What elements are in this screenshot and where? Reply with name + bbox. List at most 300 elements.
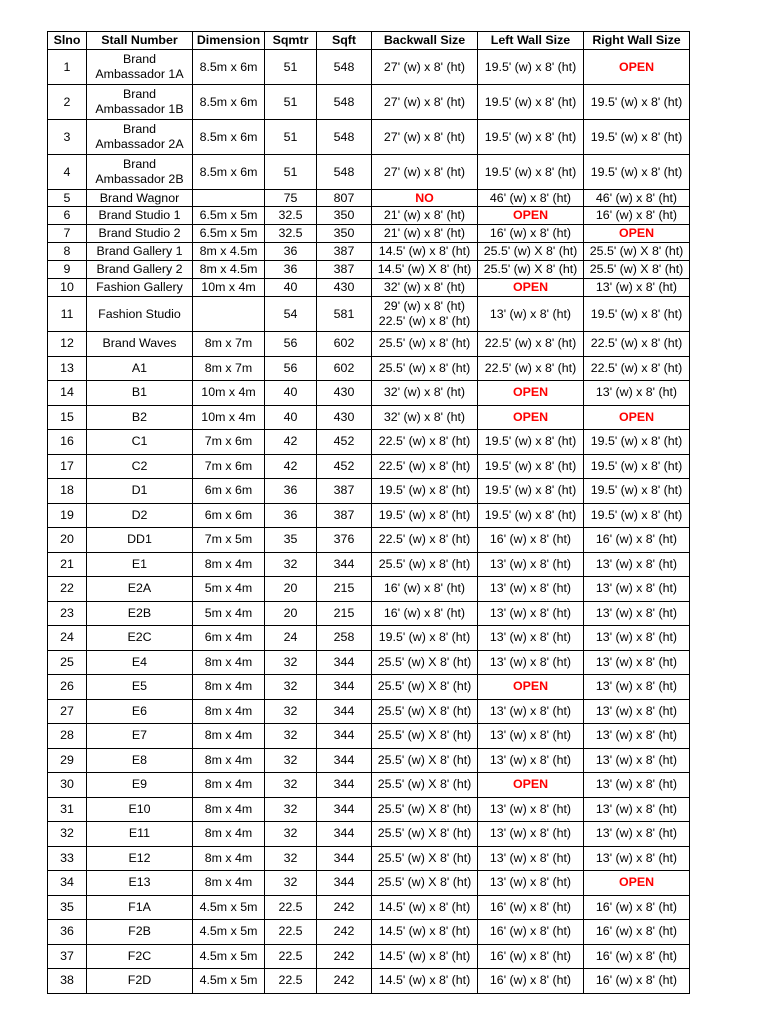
dimension-cell: 8m x 4m (193, 748, 265, 773)
right-wall-size-cell: 16' (w) x 8' (ht) (584, 207, 690, 225)
backwall-size-cell: 25.5' (w) X 8' (ht) (372, 699, 478, 724)
slno-cell: 8 (48, 243, 87, 261)
table-row (48, 297, 690, 332)
backwall-size-cell: 25.5' (w) X 8' (ht) (372, 748, 478, 773)
dimension-cell: 5m x 4m (193, 577, 265, 602)
stall-number-cell: Brand Ambassador 2B (87, 155, 193, 190)
slno-cell: 5 (48, 190, 87, 207)
stall-number-cell: E4 (87, 650, 193, 675)
backwall-size-cell: 25.5' (w) X 8' (ht) (372, 773, 478, 798)
backwall-size-cell: 22.5' (w) x 8' (ht) (372, 430, 478, 455)
slno-cell: 36 (48, 920, 87, 945)
sqft-cell: 215 (317, 601, 372, 626)
sqmtr-cell: 36 (265, 243, 317, 261)
right-wall-size-cell: 13' (w) x 8' (ht) (584, 699, 690, 724)
dimension-cell: 8.5m x 6m (193, 85, 265, 120)
left-wall-size-cell: 22.5' (w) x 8' (ht) (478, 356, 584, 381)
right-wall-size-cell: 13' (w) x 8' (ht) (584, 846, 690, 871)
left-wall-size-cell: 13' (w) x 8' (ht) (478, 626, 584, 651)
sqft-cell: 602 (317, 332, 372, 357)
header-sqmtr: Sqmtr (265, 32, 317, 50)
slno-cell: 10 (48, 279, 87, 297)
stall-number-cell: F2D (87, 969, 193, 994)
dimension-cell: 10m x 4m (193, 381, 265, 406)
left-wall-size-cell: 16' (w) x 8' (ht) (478, 225, 584, 243)
sqmtr-cell: 32.5 (265, 207, 317, 225)
sqmtr-cell: 22.5 (265, 920, 317, 945)
right-wall-size-cell: 16' (w) x 8' (ht) (584, 895, 690, 920)
sqft-cell: 387 (317, 503, 372, 528)
slno-cell: 37 (48, 944, 87, 969)
dimension-cell: 6.5m x 5m (193, 207, 265, 225)
sqmtr-cell: 36 (265, 479, 317, 504)
dimension-cell: 8m x 4m (193, 797, 265, 822)
table-row (48, 479, 690, 504)
slno-cell: 29 (48, 748, 87, 773)
sqft-cell: 581 (317, 297, 372, 332)
sqmtr-cell: 32 (265, 846, 317, 871)
left-wall-size-cell: 19.5' (w) x 8' (ht) (478, 503, 584, 528)
dimension-cell: 8m x 4m (193, 773, 265, 798)
sqmtr-cell: 32 (265, 675, 317, 700)
header-backwall-size: Backwall Size (372, 32, 478, 50)
sqft-cell: 344 (317, 822, 372, 847)
table-row (48, 356, 690, 381)
right-wall-size-cell: 13' (w) x 8' (ht) (584, 822, 690, 847)
slno-cell: 24 (48, 626, 87, 651)
stall-number-cell: Brand Waves (87, 332, 193, 357)
table-row (48, 85, 690, 120)
sqft-cell: 344 (317, 748, 372, 773)
sqmtr-cell: 56 (265, 332, 317, 357)
backwall-size-cell: 25.5' (w) x 8' (ht) (372, 356, 478, 381)
right-wall-size-cell: 19.5' (w) x 8' (ht) (584, 454, 690, 479)
sqft-cell: 350 (317, 207, 372, 225)
sqft-cell: 344 (317, 797, 372, 822)
dimension-cell: 4.5m x 5m (193, 969, 265, 994)
table-row (48, 871, 690, 896)
dimension-cell: 4.5m x 5m (193, 944, 265, 969)
slno-cell: 33 (48, 846, 87, 871)
sqmtr-cell: 40 (265, 279, 317, 297)
stall-number-cell: Brand Wagnor (87, 190, 193, 207)
backwall-size-cell: 27' (w) x 8' (ht) (372, 85, 478, 120)
left-wall-size-cell: 13' (w) x 8' (ht) (478, 724, 584, 749)
table-body (48, 50, 690, 994)
sqmtr-cell: 32 (265, 748, 317, 773)
backwall-size-cell: 27' (w) x 8' (ht) (372, 120, 478, 155)
left-wall-size-cell: 13' (w) x 8' (ht) (478, 748, 584, 773)
sqmtr-cell: 36 (265, 503, 317, 528)
left-wall-size-cell: 13' (w) x 8' (ht) (478, 822, 584, 847)
slno-cell: 3 (48, 120, 87, 155)
sqmtr-cell: 22.5 (265, 895, 317, 920)
sqft-cell: 344 (317, 871, 372, 896)
dimension-cell: 4.5m x 5m (193, 920, 265, 945)
slno-cell: 30 (48, 773, 87, 798)
right-wall-size-cell: 22.5' (w) x 8' (ht) (584, 332, 690, 357)
right-wall-size-cell: 22.5' (w) x 8' (ht) (584, 356, 690, 381)
table-row (48, 552, 690, 577)
left-wall-size-cell: 19.5' (w) x 8' (ht) (478, 50, 584, 85)
sqft-cell: 602 (317, 356, 372, 381)
left-wall-size-cell: 16' (w) x 8' (ht) (478, 944, 584, 969)
right-wall-size-cell: 25.5' (w) X 8' (ht) (584, 261, 690, 279)
left-wall-size-cell: 19.5' (w) x 8' (ht) (478, 155, 584, 190)
backwall-size-cell: 14.5' (w) x 8' (ht) (372, 243, 478, 261)
sqmtr-cell: 35 (265, 528, 317, 553)
dimension-cell: 8.5m x 6m (193, 155, 265, 190)
table-row (48, 773, 690, 798)
dimension-cell: 8m x 4.5m (193, 261, 265, 279)
dimension-cell: 5m x 4m (193, 601, 265, 626)
sqmtr-cell: 51 (265, 50, 317, 85)
table-row (48, 120, 690, 155)
table-row (48, 225, 690, 243)
backwall-size-cell: 14.5' (w) x 8' (ht) (372, 895, 478, 920)
slno-cell: 9 (48, 261, 87, 279)
dimension-cell: 7m x 6m (193, 430, 265, 455)
left-wall-size-cell: OPEN (478, 207, 584, 225)
stall-number-cell: Brand Ambassador 2A (87, 120, 193, 155)
sqmtr-cell: 51 (265, 155, 317, 190)
sqft-cell: 430 (317, 279, 372, 297)
sqmtr-cell: 32 (265, 773, 317, 798)
backwall-size-cell: 25.5' (w) X 8' (ht) (372, 797, 478, 822)
sqft-cell: 430 (317, 381, 372, 406)
backwall-size-cell: 19.5' (w) x 8' (ht) (372, 626, 478, 651)
sqft-cell: 344 (317, 552, 372, 577)
dimension-cell: 8m x 4m (193, 871, 265, 896)
table-row (48, 601, 690, 626)
sqft-cell: 344 (317, 773, 372, 798)
right-wall-size-cell: 16' (w) x 8' (ht) (584, 944, 690, 969)
slno-cell: 31 (48, 797, 87, 822)
sqmtr-cell: 32 (265, 822, 317, 847)
stall-number-cell: D2 (87, 503, 193, 528)
backwall-size-cell: 25.5' (w) X 8' (ht) (372, 822, 478, 847)
backwall-size-cell: 22.5' (w) x 8' (ht) (372, 454, 478, 479)
sqft-cell: 387 (317, 261, 372, 279)
dimension-cell: 6m x 6m (193, 479, 265, 504)
slno-cell: 15 (48, 405, 87, 430)
header-slno: Slno (48, 32, 87, 50)
sqft-cell: 548 (317, 85, 372, 120)
slno-cell: 11 (48, 297, 87, 332)
left-wall-size-cell: OPEN (478, 773, 584, 798)
dimension-cell: 10m x 4m (193, 279, 265, 297)
sqmtr-cell: 32 (265, 699, 317, 724)
table-row (48, 724, 690, 749)
stall-number-cell: B1 (87, 381, 193, 406)
slno-cell: 26 (48, 675, 87, 700)
table-row (48, 207, 690, 225)
dimension-cell: 6m x 4m (193, 626, 265, 651)
sqmtr-cell: 42 (265, 454, 317, 479)
slno-cell: 21 (48, 552, 87, 577)
right-wall-size-cell: 25.5' (w) X 8' (ht) (584, 243, 690, 261)
slno-cell: 18 (48, 479, 87, 504)
slno-cell: 6 (48, 207, 87, 225)
left-wall-size-cell: OPEN (478, 381, 584, 406)
sqft-cell: 242 (317, 969, 372, 994)
sqft-cell: 807 (317, 190, 372, 207)
table-row (48, 50, 690, 85)
stall-number-cell: Brand Ambassador 1A (87, 50, 193, 85)
table-row (48, 155, 690, 190)
table-row (48, 650, 690, 675)
sqmtr-cell: 32 (265, 797, 317, 822)
sqmtr-cell: 54 (265, 297, 317, 332)
backwall-size-cell: 25.5' (w) x 8' (ht) (372, 552, 478, 577)
dimension-cell: 7m x 6m (193, 454, 265, 479)
header-row (48, 32, 690, 50)
right-wall-size-cell: 13' (w) x 8' (ht) (584, 650, 690, 675)
sqmtr-cell: 75 (265, 190, 317, 207)
slno-cell: 7 (48, 225, 87, 243)
slno-cell: 16 (48, 430, 87, 455)
sqft-cell: 242 (317, 944, 372, 969)
right-wall-size-cell: OPEN (584, 50, 690, 85)
sqft-cell: 452 (317, 454, 372, 479)
header-dimension: Dimension (193, 32, 265, 50)
backwall-size-cell: 29' (w) x 8' (ht) 22.5' (w) x 8' (ht) (372, 297, 478, 332)
table-row (48, 626, 690, 651)
header-left-wall-size: Left Wall Size (478, 32, 584, 50)
left-wall-size-cell: 13' (w) x 8' (ht) (478, 577, 584, 602)
right-wall-size-cell: 19.5' (w) x 8' (ht) (584, 120, 690, 155)
right-wall-size-cell: 13' (w) x 8' (ht) (584, 381, 690, 406)
left-wall-size-cell: 19.5' (w) x 8' (ht) (478, 454, 584, 479)
dimension-cell: 8.5m x 6m (193, 50, 265, 85)
slno-cell: 23 (48, 601, 87, 626)
dimension-cell: 8m x 4m (193, 650, 265, 675)
right-wall-size-cell: 13' (w) x 8' (ht) (584, 626, 690, 651)
right-wall-size-cell: 19.5' (w) x 8' (ht) (584, 297, 690, 332)
slno-cell: 35 (48, 895, 87, 920)
dimension-cell: 7m x 5m (193, 528, 265, 553)
dimension-cell (193, 297, 265, 332)
dimension-cell: 8m x 4m (193, 675, 265, 700)
sqft-cell: 242 (317, 920, 372, 945)
sqmtr-cell: 56 (265, 356, 317, 381)
right-wall-size-cell: 13' (w) x 8' (ht) (584, 675, 690, 700)
table-row (48, 920, 690, 945)
slno-cell: 25 (48, 650, 87, 675)
dimension-cell (193, 190, 265, 207)
right-wall-size-cell: OPEN (584, 405, 690, 430)
backwall-size-cell: 14.5' (w) x 8' (ht) (372, 969, 478, 994)
backwall-size-cell: 19.5' (w) x 8' (ht) (372, 479, 478, 504)
slno-cell: 38 (48, 969, 87, 994)
header-sqft: Sqft (317, 32, 372, 50)
backwall-size-cell: NO (372, 190, 478, 207)
slno-cell: 1 (48, 50, 87, 85)
dimension-cell: 8m x 4.5m (193, 243, 265, 261)
stall-number-cell: Fashion Studio (87, 297, 193, 332)
right-wall-size-cell: OPEN (584, 871, 690, 896)
slno-cell: 2 (48, 85, 87, 120)
right-wall-size-cell: 46' (w) x 8' (ht) (584, 190, 690, 207)
sqmtr-cell: 51 (265, 120, 317, 155)
sqmtr-cell: 22.5 (265, 969, 317, 994)
right-wall-size-cell: 16' (w) x 8' (ht) (584, 969, 690, 994)
backwall-size-cell: 14.5' (w) X 8' (ht) (372, 261, 478, 279)
stall-number-cell: F1A (87, 895, 193, 920)
left-wall-size-cell: 46' (w) x 8' (ht) (478, 190, 584, 207)
left-wall-size-cell: 13' (w) x 8' (ht) (478, 699, 584, 724)
left-wall-size-cell: 13' (w) x 8' (ht) (478, 601, 584, 626)
backwall-size-cell: 25.5' (w) X 8' (ht) (372, 650, 478, 675)
table-row (48, 405, 690, 430)
table-row (48, 944, 690, 969)
stall-number-cell: E6 (87, 699, 193, 724)
sqmtr-cell: 32 (265, 724, 317, 749)
stall-number-cell: Brand Gallery 1 (87, 243, 193, 261)
table-row (48, 190, 690, 207)
right-wall-size-cell: 13' (w) x 8' (ht) (584, 748, 690, 773)
stall-number-cell: Brand Studio 1 (87, 207, 193, 225)
stall-number-cell: E8 (87, 748, 193, 773)
slno-cell: 27 (48, 699, 87, 724)
left-wall-size-cell: 25.5' (w) X 8' (ht) (478, 261, 584, 279)
left-wall-size-cell: 16' (w) x 8' (ht) (478, 528, 584, 553)
table-row (48, 279, 690, 297)
table-row (48, 528, 690, 553)
right-wall-size-cell: 13' (w) x 8' (ht) (584, 552, 690, 577)
right-wall-size-cell: 16' (w) x 8' (ht) (584, 528, 690, 553)
backwall-size-cell: 27' (w) x 8' (ht) (372, 50, 478, 85)
left-wall-size-cell: OPEN (478, 675, 584, 700)
stall-number-cell: E2B (87, 601, 193, 626)
table-row (48, 243, 690, 261)
backwall-size-cell: 16' (w) x 8' (ht) (372, 577, 478, 602)
backwall-size-cell: 25.5' (w) x 8' (ht) (372, 332, 478, 357)
header-right-wall-size: Right Wall Size (584, 32, 690, 50)
right-wall-size-cell: 13' (w) x 8' (ht) (584, 577, 690, 602)
table-row (48, 381, 690, 406)
stall-number-cell: E13 (87, 871, 193, 896)
sqmtr-cell: 32.5 (265, 225, 317, 243)
sqmtr-cell: 32 (265, 650, 317, 675)
sqmtr-cell: 42 (265, 430, 317, 455)
sqmtr-cell: 40 (265, 405, 317, 430)
slno-cell: 14 (48, 381, 87, 406)
dimension-cell: 8m x 4m (193, 724, 265, 749)
backwall-size-cell: 25.5' (w) X 8' (ht) (372, 846, 478, 871)
slno-cell: 32 (48, 822, 87, 847)
dimension-cell: 8m x 7m (193, 332, 265, 357)
table-row (48, 846, 690, 871)
sqft-cell: 258 (317, 626, 372, 651)
sqmtr-cell: 40 (265, 381, 317, 406)
left-wall-size-cell: 13' (w) x 8' (ht) (478, 650, 584, 675)
header-stall-number: Stall Number (87, 32, 193, 50)
stall-number-cell: E9 (87, 773, 193, 798)
stall-number-cell: F2C (87, 944, 193, 969)
sqft-cell: 376 (317, 528, 372, 553)
dimension-cell: 10m x 4m (193, 405, 265, 430)
right-wall-size-cell: 19.5' (w) x 8' (ht) (584, 155, 690, 190)
stall-number-cell: E2C (87, 626, 193, 651)
left-wall-size-cell: 13' (w) x 8' (ht) (478, 797, 584, 822)
sqft-cell: 430 (317, 405, 372, 430)
table-row (48, 332, 690, 357)
slno-cell: 4 (48, 155, 87, 190)
table-row (48, 895, 690, 920)
sqmtr-cell: 36 (265, 261, 317, 279)
sqmtr-cell: 24 (265, 626, 317, 651)
left-wall-size-cell: 13' (w) x 8' (ht) (478, 871, 584, 896)
backwall-size-cell: 32' (w) x 8' (ht) (372, 381, 478, 406)
backwall-size-cell: 16' (w) x 8' (ht) (372, 601, 478, 626)
left-wall-size-cell: 22.5' (w) x 8' (ht) (478, 332, 584, 357)
stall-number-cell: E1 (87, 552, 193, 577)
right-wall-size-cell: 13' (w) x 8' (ht) (584, 724, 690, 749)
dimension-cell: 8.5m x 6m (193, 120, 265, 155)
stall-number-cell: E7 (87, 724, 193, 749)
backwall-size-cell: 22.5' (w) x 8' (ht) (372, 528, 478, 553)
backwall-size-cell: 25.5' (w) X 8' (ht) (372, 871, 478, 896)
table-row (48, 822, 690, 847)
sqft-cell: 452 (317, 430, 372, 455)
sqmtr-cell: 20 (265, 601, 317, 626)
stall-number-cell: F2B (87, 920, 193, 945)
dimension-cell: 8m x 4m (193, 552, 265, 577)
stall-number-cell: Brand Ambassador 1B (87, 85, 193, 120)
right-wall-size-cell: 19.5' (w) x 8' (ht) (584, 85, 690, 120)
right-wall-size-cell: 19.5' (w) x 8' (ht) (584, 503, 690, 528)
table-row (48, 675, 690, 700)
right-wall-size-cell: 13' (w) x 8' (ht) (584, 797, 690, 822)
dimension-cell: 6m x 6m (193, 503, 265, 528)
stall-number-cell: A1 (87, 356, 193, 381)
stall-number-cell: E11 (87, 822, 193, 847)
backwall-size-cell: 25.5' (w) X 8' (ht) (372, 675, 478, 700)
sqft-cell: 344 (317, 650, 372, 675)
stall-number-cell: Brand Studio 2 (87, 225, 193, 243)
dimension-cell: 8m x 4m (193, 846, 265, 871)
sqmtr-cell: 20 (265, 577, 317, 602)
sqft-cell: 242 (317, 895, 372, 920)
sqft-cell: 350 (317, 225, 372, 243)
left-wall-size-cell: 13' (w) x 8' (ht) (478, 297, 584, 332)
sqft-cell: 387 (317, 479, 372, 504)
backwall-size-cell: 14.5' (w) x 8' (ht) (372, 944, 478, 969)
stall-number-cell: E2A (87, 577, 193, 602)
stall-size-table (47, 31, 690, 994)
table-row (48, 699, 690, 724)
stall-number-cell: E10 (87, 797, 193, 822)
dimension-cell: 8m x 4m (193, 822, 265, 847)
stall-number-cell: C1 (87, 430, 193, 455)
stall-number-cell: E5 (87, 675, 193, 700)
stall-number-cell: C2 (87, 454, 193, 479)
sqft-cell: 344 (317, 675, 372, 700)
sqft-cell: 548 (317, 120, 372, 155)
backwall-size-cell: 32' (w) x 8' (ht) (372, 405, 478, 430)
sqft-cell: 548 (317, 155, 372, 190)
sqft-cell: 387 (317, 243, 372, 261)
left-wall-size-cell: 13' (w) x 8' (ht) (478, 552, 584, 577)
slno-cell: 12 (48, 332, 87, 357)
sqft-cell: 344 (317, 699, 372, 724)
dimension-cell: 8m x 4m (193, 699, 265, 724)
backwall-size-cell: 19.5' (w) x 8' (ht) (372, 503, 478, 528)
sqft-cell: 215 (317, 577, 372, 602)
table-row (48, 430, 690, 455)
backwall-size-cell: 14.5' (w) x 8' (ht) (372, 920, 478, 945)
